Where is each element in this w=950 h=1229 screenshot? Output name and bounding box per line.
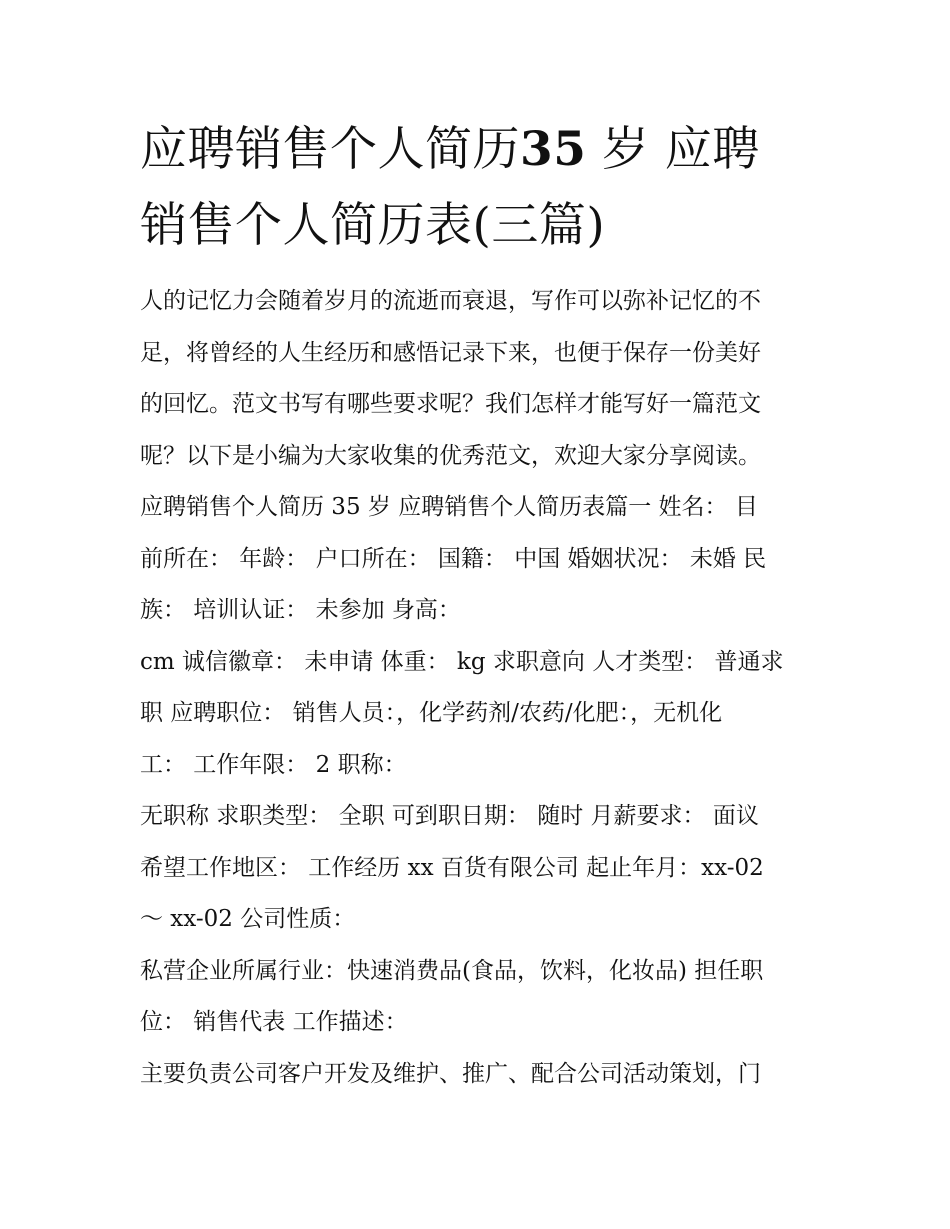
title-line1-num: 35 bbox=[520, 122, 587, 177]
document-title bbox=[140, 112, 830, 264]
text-line: 呢？以下是小编为大家收集的优秀范文，欢迎大家分享阅读。 bbox=[140, 442, 761, 469]
title-line1-b: 岁 应聘 bbox=[601, 122, 760, 177]
text-line: 位： 销售代表 工作描述： bbox=[140, 1009, 408, 1035]
text-line: 人的记忆力会随着岁月的流逝而衰退，写作可以弥补记忆的不 bbox=[140, 288, 761, 314]
title-line1-a: 应聘销售个人简历 bbox=[140, 122, 520, 177]
text-line: 足，将曾经的人生经历和感悟记录下来，也便于保存一份美好 bbox=[140, 339, 761, 366]
text-line: 的回忆。范文书写有哪些要求呢？我们怎样才能写好一篇范文 bbox=[140, 391, 761, 417]
text-line: 工： 工作年限： 2 职称： bbox=[140, 751, 407, 778]
document-body bbox=[140, 276, 820, 1100]
title-line2: 销售个人简历表(三篇) bbox=[140, 198, 606, 253]
text-line: 私营企业所属行业：快速消费品(食品，饮料，化妆品) 担任职 bbox=[140, 957, 764, 984]
text-line: 主要负责公司客户开发及维护、推广、配合公司活动策划，门 bbox=[140, 1060, 761, 1087]
text-line: 前所在： 年龄： 户口所在： 国籍： 中国 婚姻状况： 未婚 民 bbox=[140, 545, 767, 572]
text-line: 族： 培训认证： 未参加 身高： bbox=[140, 597, 461, 623]
text-line: 无职称 求职类型： 全职 可到职日期： 随时 月薪要求： 面议 bbox=[140, 803, 759, 829]
text-line: cm 诚信徽章： 未申请 体重： kg 求职意向 人才类型： 普通求 bbox=[140, 648, 784, 675]
text-line: ～ xx-02 公司性质： bbox=[140, 906, 356, 932]
text-line: 职 应聘职位： 销售人员：，化学药剂/农药/化肥：，无机化 bbox=[140, 700, 723, 726]
text-line: 希望工作地区： 工作经历 xx 百货有限公司 起止年月：xx-02 bbox=[140, 854, 764, 881]
text-line: 应聘销售个人简历 35 岁 应聘销售个人简历表篇一 姓名： 目 bbox=[140, 494, 758, 520]
